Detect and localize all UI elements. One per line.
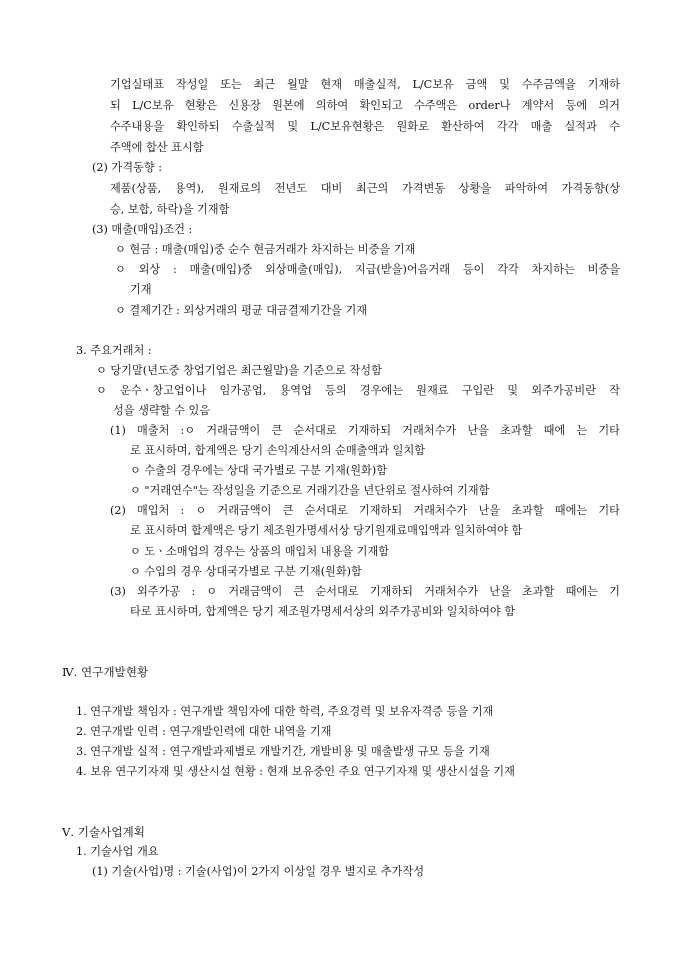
sales-partner-line: 로 표시하며, 합계액은 당기 손익계산서의 순매출액과 일치함 xyxy=(130,444,426,457)
section4-item: 3. 연구개발 실적 : 연구개발과제별로 개발기간, 개발비용 및 매출발생 규모 등을 기재 xyxy=(76,745,490,758)
sales-partner-sub: ㅇ "거래연수"는 작성일을 기준으로 거래기간을 년단위로 절사하여 기재함 xyxy=(130,484,490,497)
outsourcing-line: (3) 외주가공 : ㅇ 거래금액이 큰 순서대로 기재하되 거래처수가 난을 초과할 때에는 기 xyxy=(110,585,620,598)
sales-partner-line: (1) 매출처 :ㅇ 거래금액이 큰 순서대로 기재하되 거래처수가 난을 초과할 때에 는 기타 xyxy=(110,424,620,437)
sales-terms-credit-cont: 기재 xyxy=(130,283,152,296)
section5-heading: Ⅴ. 기술사업계획 xyxy=(62,825,145,839)
price-trend-line: 제품(상품, 용역), 원재료의 전년도 대비 최근의 가격변동 상황을 파악하여 가격동향(상 xyxy=(110,182,620,195)
price-trend-heading: (2) 가격동향 : xyxy=(92,161,162,174)
purchase-partner-sub: ㅇ 수입의 경우 상대국가별로 구분 기재(원화)함 xyxy=(130,565,362,578)
main-trade-bullet-cont: 성을 생략할 수 있음 xyxy=(113,404,211,417)
purchase-partner-line: (2) 매입처 : ㅇ 거래금액이 큰 순서대로 기재하되 거래처수가 난을 초과할 때에는 기타 xyxy=(110,504,620,517)
outsourcing-line: 타로 표시하며, 합계액은 당기 제조원가명세서상의 외주가공비와 일치하여야 함 xyxy=(130,605,516,618)
purchase-partner-line: 로 표시하며 합계액은 당기 제조원가명세서상 당기원재료매입액과 일치하여야 함 xyxy=(130,524,523,537)
section4-heading: Ⅳ. 연구개발현황 xyxy=(62,665,149,679)
purchase-partner-sub: ㅇ 도ㆍ소매업의 경우는 상품의 매입처 내용을 기재함 xyxy=(130,545,390,558)
main-trade-bullet: ㅇ 운수ㆍ창고업이나 임가공업, 용역업 등의 경우에는 원재료 구입란 및 외주가공비란 작 xyxy=(96,384,620,397)
sales-terms-settlement: ㅇ 결제기간 : 외상거래의 평균 대금결제기간을 기재 xyxy=(115,304,368,317)
intro-line: 되 L/C보유 현황은 신용장 원본에 의하여 확인되고 수주액은 order나 계약서 등에 의거 xyxy=(110,99,620,112)
sales-partner-sub: ㅇ 수출의 경우에는 상대 국가별로 구분 기재(원화)함 xyxy=(130,464,388,477)
section4-item: 4. 보유 연구기자재 및 생산시설 현황 : 현재 보유중인 주요 연구기자재 및 생산시설을 기재 xyxy=(76,765,515,778)
main-trade-bullet: ㅇ 당기말(년도중 창업기업은 최근월말)을 기준으로 작성함 xyxy=(96,364,382,377)
section5-item: (1) 기술(사업)명 : 기술(사업)이 2가지 이상일 경우 별지로 추가작성 xyxy=(92,865,425,878)
intro-line: 수주내용을 확인하되 수출실적 및 L/C보유현황은 원화로 환산하여 각각 매출 실적과 수 xyxy=(110,120,620,133)
sales-terms-credit: ㅇ 외상 : 매출(매입)중 외상매출(매입), 지급(받을)어음거래 등이 각각 차지하는 비중을 xyxy=(115,263,620,276)
intro-line: 기업실태표 작성일 또는 최근 월말 현재 매출실적, L/C보유 금액 및 수주금액을 기재하 xyxy=(110,78,620,91)
price-trend-line: 승, 보합, 하락)을 기재함 xyxy=(110,203,230,216)
section4-item: 2. 연구개발 인력 : 연구개발인력에 대한 내역을 기재 xyxy=(76,725,332,738)
section5-subheading: 1. 기술사업 개요 xyxy=(76,845,159,858)
main-trade-heading: 3. 주요거래처 : xyxy=(76,344,152,357)
sales-terms-heading: (3) 매출(매입)조건 : xyxy=(92,223,193,236)
sales-terms-cash: ㅇ 현금 : 매출(매입)중 순수 현금거래가 차지하는 비중을 기재 xyxy=(115,243,416,256)
intro-line: 주액에 합산 표시함 xyxy=(110,141,204,154)
section4-item: 1. 연구개발 책임자 : 연구개발 책임자에 대한 학력, 주요경력 및 보유자격증 등을 기재 xyxy=(76,705,494,718)
